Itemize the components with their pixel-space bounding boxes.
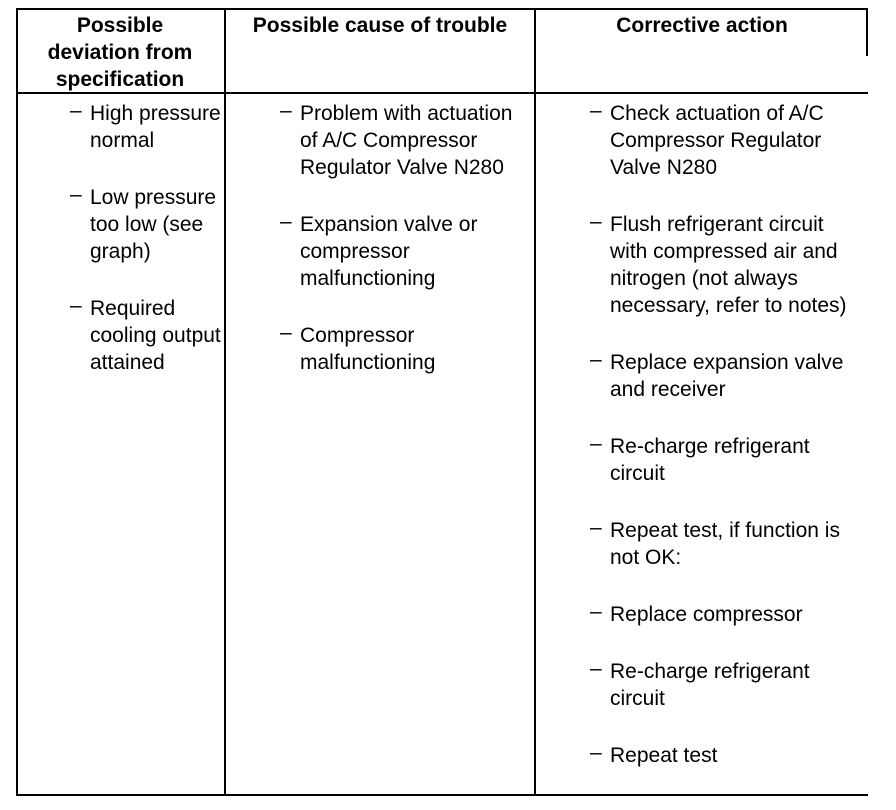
bullet-dash: – (280, 210, 292, 233)
deviation-column (70, 100, 224, 376)
bullet-dash: – (590, 348, 602, 371)
bullet-dash: – (70, 99, 82, 122)
column-divider (534, 8, 536, 796)
cause-text: Problem with actuation of A/C Compressor Regulator Valve N280 (300, 102, 513, 179)
list-item (280, 322, 526, 376)
column-divider (224, 8, 226, 796)
bullet-dash: – (590, 600, 602, 623)
action-text: Repeat test (610, 744, 718, 767)
bullet-dash: – (590, 516, 602, 539)
bullet-dash: – (70, 294, 82, 317)
action-column (590, 100, 866, 769)
action-text: Re-charge refrigerant circuit (610, 435, 810, 485)
list-item (590, 211, 866, 319)
list-item (590, 433, 866, 487)
bullet-dash: – (280, 99, 292, 122)
action-text: Replace expansion valve and receiver (610, 351, 844, 401)
deviation-text: High pressure normal (90, 102, 221, 152)
bullet-dash: – (590, 741, 602, 764)
deviation-text: Low pressure too low (see graph) (90, 186, 217, 263)
list-item (70, 295, 224, 376)
list-item (70, 184, 224, 265)
action-text: Replace compressor (610, 603, 803, 626)
list-item (590, 517, 866, 571)
cause-text: Compressor malfunctioning (300, 324, 436, 374)
bullet-dash: – (590, 210, 602, 233)
bullet-dash: – (590, 432, 602, 455)
list-item (70, 100, 224, 154)
deviation-text: Required cooling output attained (90, 297, 221, 374)
list-item (590, 349, 866, 403)
list-item (280, 100, 526, 181)
table-right-border (866, 8, 868, 56)
header-corrective-action: Corrective action (616, 14, 788, 37)
list-item (590, 100, 866, 181)
action-text: Repeat test, if function is not OK: (610, 519, 840, 569)
bullet-dash: – (590, 657, 602, 680)
action-text: Check actuation of A/C Compressor Regulator Valve N280 (610, 102, 824, 179)
list-item (590, 658, 866, 712)
bullet-dash: – (590, 99, 602, 122)
bullet-dash: – (280, 321, 292, 344)
list-item (280, 211, 526, 292)
header-cause: Possible cause of trouble (252, 14, 508, 37)
action-text: Re-charge refrigerant circuit (610, 660, 810, 710)
cause-text: Expansion valve or compressor malfunctioning (300, 213, 478, 290)
list-item (590, 742, 866, 769)
header-deviation: Possible deviation from specification (47, 14, 193, 91)
bullet-dash: – (70, 183, 82, 206)
list-item (590, 601, 866, 628)
action-text: Flush refrigerant circuit with compressed air and nitrogen (not always necessary, refer to notes) (610, 213, 847, 317)
cause-column (280, 100, 526, 376)
